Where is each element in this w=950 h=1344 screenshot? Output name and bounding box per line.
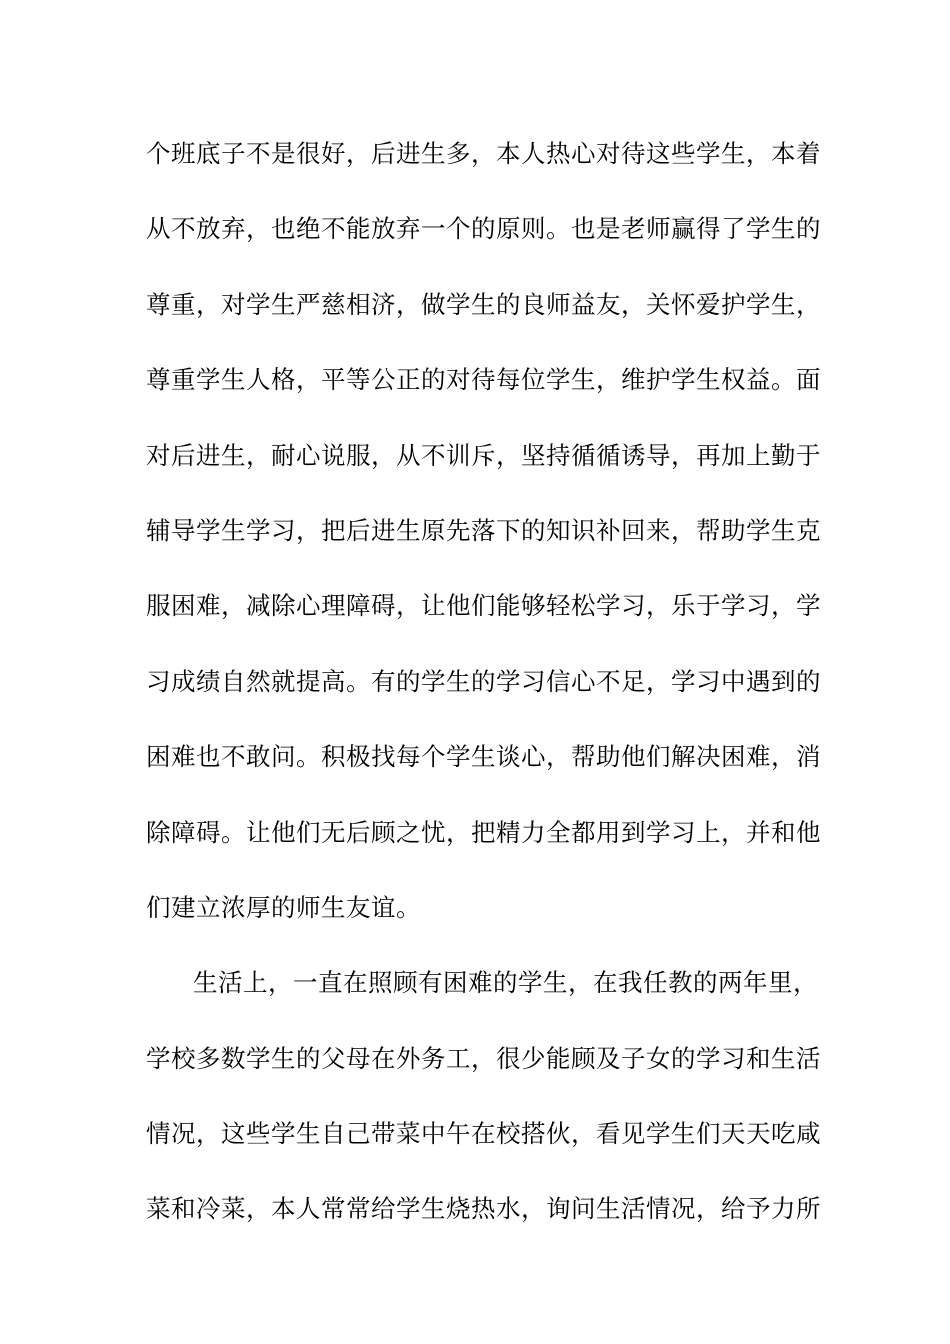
text-line: 困难也不敢问。积极找每个学生谈心，帮助他们解决困难，消: [146, 742, 821, 772]
text-line: 尊重，对学生严慈相济，做学生的良师益友，关怀爱护学生，: [146, 289, 821, 319]
text-line: 个班底子不是很好，后进生多，本人热心对待这些学生，本着: [146, 139, 821, 168]
text-line: 对后进生，耐心说服，从不训斥，坚持循循诱导，再加上勤于: [146, 440, 821, 470]
paragraph-start-line: 生活上，一直在照顾有困难的学生，在我任教的两年里，: [193, 968, 818, 998]
text-line: 情况，这些学生自己带菜中午在校搭伙，看见学生们天天吃咸: [146, 1119, 821, 1149]
text-line: 服困难，减除心理障碍，让他们能够轻松学习，乐于学习，学: [146, 591, 821, 621]
text-line: 习成绩自然就提高。有的学生的学习信心不足，学习中遇到的: [146, 666, 821, 696]
text-line: 从不放弃，也绝不能放弃一个的原则。也是老师赢得了学生的: [146, 214, 821, 244]
text-line: 学校多数学生的父母在外务工，很少能顾及子女的学习和生活: [146, 1043, 821, 1073]
text-line: 尊重学生人格，平等公正的对待每位学生，维护学生权益。面: [146, 365, 821, 395]
text-line: 除障碍。让他们无后顾之忧，把精力全都用到学习上，并和他: [146, 817, 821, 847]
document-body: [146, 131, 826, 1262]
text-line: 辅导学生学习，把后进生原先落下的知识补回来，帮助学生克: [146, 515, 821, 545]
text-line: 们建立浓厚的师生友谊。: [146, 892, 421, 922]
text-line: 菜和冷菜，本人常常给学生烧热水，询问生活情况，给予力所: [146, 1194, 821, 1224]
